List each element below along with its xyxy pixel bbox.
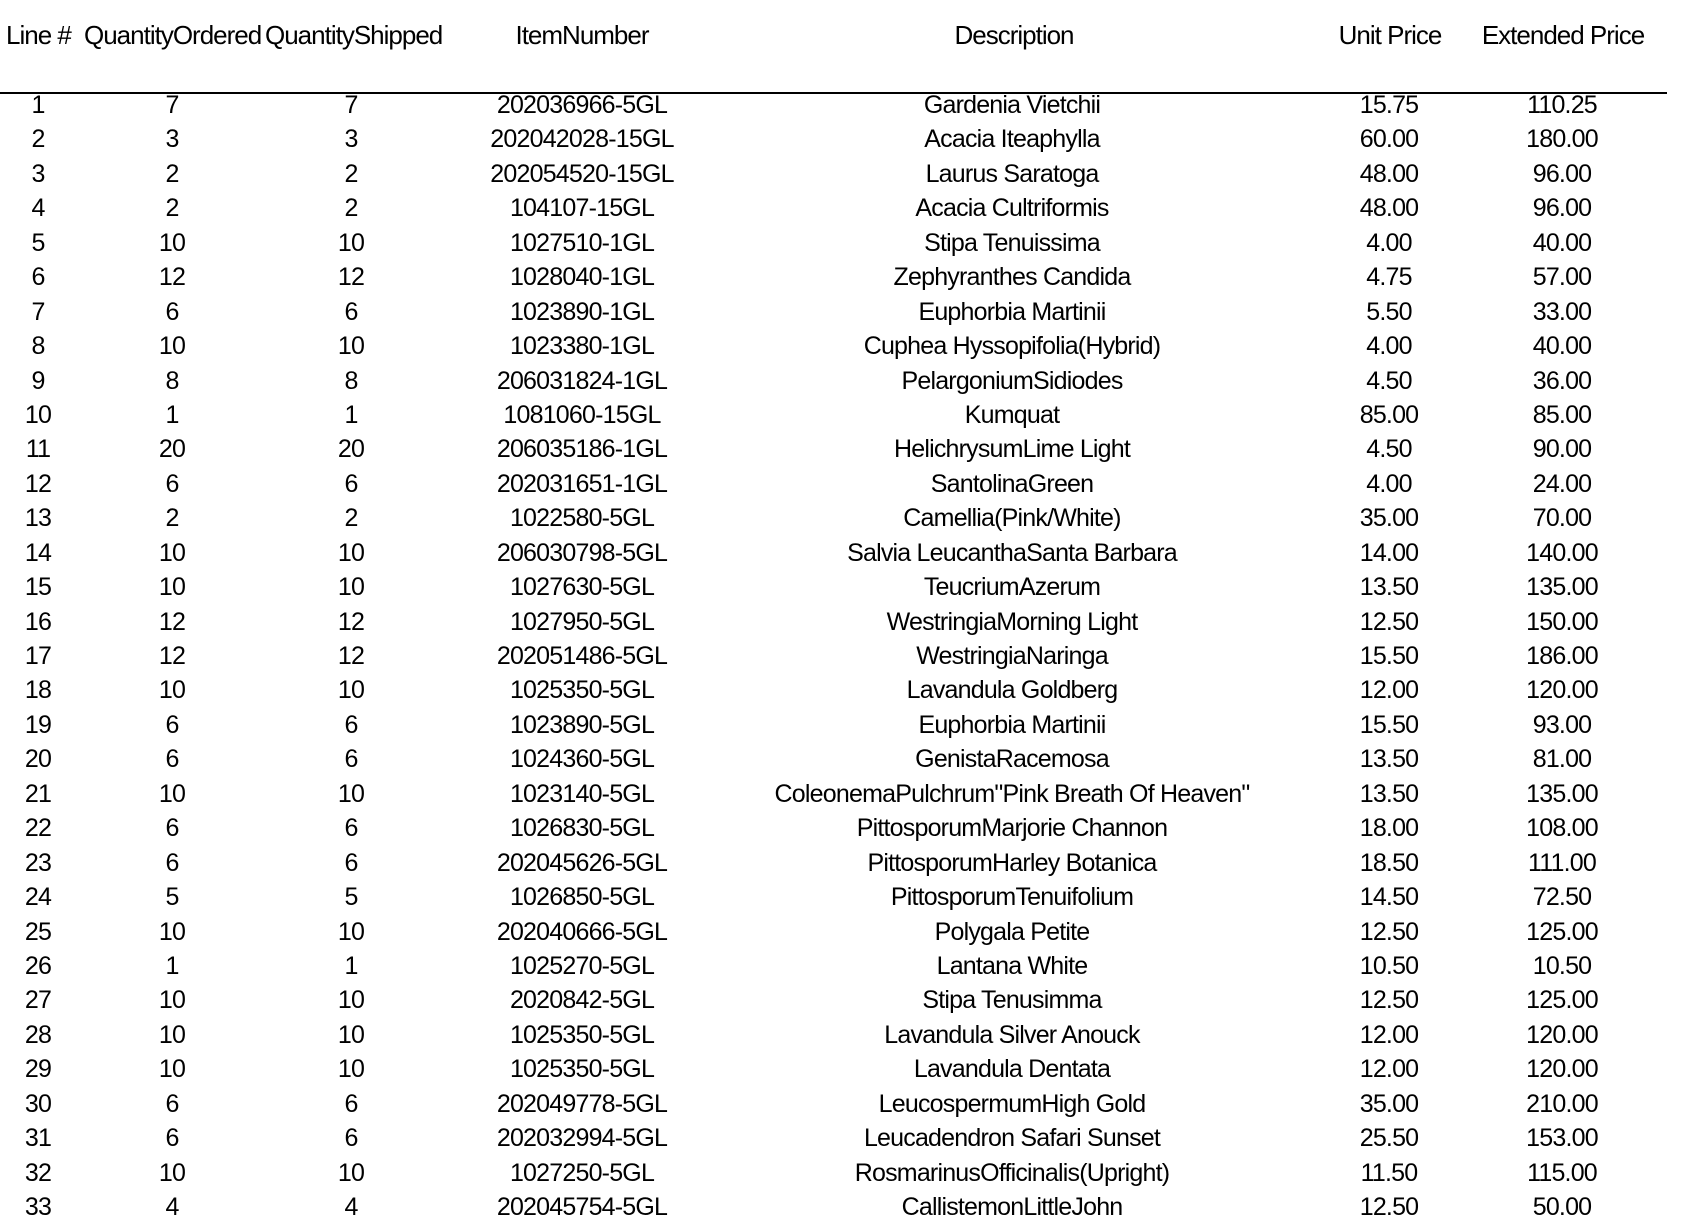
unit-price-cell: 12.00 [1359,1020,1419,1049]
quantity-ordered-cell: 7 [165,91,179,119]
quantity-shipped-cell: 10 [337,228,365,257]
description-cell: RosmarinusOfficinalis(Upright) [854,1158,1170,1187]
item-number-cell: 206030798-5GL [496,538,668,567]
unit-price-cell: 48.00 [1359,159,1419,188]
table-row [0,467,1698,501]
quantity-ordered-cell: 10 [158,538,186,567]
item-number-cell: 202040666-5GL [496,917,668,946]
table-row [0,432,1698,466]
table-row [0,536,1698,570]
table-row [0,88,1698,122]
description-cell: PittosporumHarley Botanica [867,848,1157,877]
unit-price-cell: 12.50 [1359,1193,1419,1221]
quantity-ordered-cell: 4 [165,1193,179,1221]
quantity-ordered-cell: 1 [165,951,179,980]
quantity-ordered-cell: 12 [158,263,186,292]
quantity-ordered-cell: 3 [165,125,179,154]
item-number-cell: 1022580-5GL [509,504,655,533]
extended-price-cell: 96.00 [1532,194,1592,223]
line-number-cell: 24 [24,883,52,912]
quantity-ordered-cell: 5 [165,883,179,912]
table-row [0,777,1698,811]
table-row [0,1156,1698,1190]
item-number-cell: 1025270-5GL [509,951,655,980]
unit-price-cell: 5.50 [1366,297,1412,326]
description-cell: PittosporumTenuifolium [890,883,1134,912]
line-number-cell: 31 [24,1124,52,1153]
description-cell: Salvia LeucanthaSanta Barbara [847,538,1177,567]
extended-price-cell: 96.00 [1532,159,1592,188]
table-row [0,605,1698,639]
quantity-ordered-cell: 10 [158,332,186,361]
extended-price-cell: 93.00 [1532,710,1592,739]
quantity-ordered-cell: 20 [158,435,186,464]
unit-price-cell: 35.00 [1359,1089,1419,1118]
line-number-cell: 1 [31,91,45,119]
extended-price-cell: 180.00 [1526,125,1598,154]
extended-price-cell: 125.00 [1526,986,1598,1015]
quantity-shipped-cell: 10 [337,538,365,567]
quantity-ordered-cell: 10 [158,986,186,1015]
unit-price-cell: 18.50 [1359,848,1419,877]
header-unit-price: Unit Price [1338,20,1442,50]
quantity-shipped-cell: 1 [344,400,358,429]
extended-price-cell: 150.00 [1526,607,1598,636]
quantity-shipped-cell: 4 [344,1193,358,1221]
unit-price-cell: 4.00 [1366,332,1412,361]
item-number-cell: 1027630-5GL [509,573,655,602]
item-number-cell: 1025350-5GL [509,1055,655,1084]
quantity-shipped-cell: 6 [344,745,358,774]
item-number-cell: 202051486-5GL [496,642,668,670]
line-number-cell: 4 [31,194,45,223]
quantity-shipped-cell: 20 [337,435,365,464]
description-cell: ColeonemaPulchrum"Pink Breath Of Heaven" [774,779,1250,808]
item-number-cell: 2020842-5GL [509,986,655,1015]
quantity-ordered-cell: 10 [158,1020,186,1049]
unit-price-cell: 13.50 [1359,745,1419,774]
unit-price-cell: 4.00 [1366,228,1412,257]
unit-price-cell: 11.50 [1360,1158,1418,1187]
table-row [0,501,1698,535]
quantity-shipped-cell: 6 [344,297,358,326]
header-quantity-shipped: QuantityShipped [265,20,443,50]
description-cell: Stipa Tenusimma [922,986,1102,1015]
description-cell: SantolinaGreen [930,469,1094,498]
description-cell: Acacia Cultriformis [915,194,1109,223]
header-item-number: ItemNumber [515,20,649,50]
unit-price-cell: 15.75 [1359,91,1419,119]
table-row [0,191,1698,225]
table-row [0,846,1698,880]
quantity-ordered-cell: 10 [158,676,186,705]
table-row [0,122,1698,156]
extended-price-cell: 72.50 [1532,883,1592,912]
line-number-cell: 23 [24,848,52,877]
quantity-ordered-cell: 1 [165,400,179,429]
table-row [0,1087,1698,1121]
quantity-ordered-cell: 6 [165,710,179,739]
line-number-cell: 27 [24,986,52,1015]
extended-price-cell: 135.00 [1526,573,1598,602]
description-cell: Polygala Petite [934,917,1090,946]
line-number-cell: 32 [24,1158,52,1187]
line-number-cell: 17 [24,642,52,670]
description-cell: Euphorbia Martinii [918,710,1106,739]
quantity-shipped-cell: 12 [337,607,365,636]
table-row [0,1190,1698,1224]
description-cell: Camellia(Pink/White) [903,504,1121,533]
table-row [0,708,1698,742]
table-row [0,811,1698,845]
quantity-shipped-cell: 10 [337,986,365,1015]
unit-price-cell: 12.50 [1359,917,1419,946]
quantity-shipped-cell: 10 [337,917,365,946]
extended-price-cell: 36.00 [1532,366,1592,395]
extended-price-cell: 186.00 [1526,642,1598,670]
table-row [0,1052,1698,1086]
quantity-shipped-cell: 10 [337,1055,365,1084]
item-number-cell: 1027950-5GL [509,607,655,636]
line-number-cell: 33 [24,1193,52,1221]
extended-price-cell: 120.00 [1526,1020,1598,1049]
extended-price-cell: 110.25 [1527,91,1597,119]
line-number-cell: 6 [31,263,45,292]
extended-price-cell: 50.00 [1532,1193,1592,1221]
line-number-cell: 16 [24,607,52,636]
description-cell: WestringiaMorning Light [886,607,1138,636]
table-row [0,983,1698,1017]
unit-price-cell: 13.50 [1359,573,1419,602]
description-cell: PittosporumMarjorie Channon [856,814,1168,843]
quantity-shipped-cell: 8 [344,366,358,395]
line-number-cell: 3 [31,159,45,188]
extended-price-cell: 120.00 [1526,1055,1598,1084]
quantity-ordered-cell: 2 [165,194,179,223]
quantity-ordered-cell: 6 [165,814,179,843]
item-number-cell: 1023890-5GL [509,710,655,739]
table-row [0,260,1698,294]
quantity-ordered-cell: 6 [165,1089,179,1118]
quantity-shipped-cell: 10 [337,332,365,361]
description-cell: CallistemonLittleJohn [901,1193,1123,1221]
description-cell: Leucadendron Safari Sunset [863,1124,1161,1153]
item-number-cell: 202032994-5GL [496,1124,668,1153]
quantity-shipped-cell: 2 [344,504,358,533]
line-number-cell: 5 [31,228,45,257]
description-cell: Kumquat [964,400,1060,429]
item-number-cell: 1023890-1GL [509,297,655,326]
item-number-cell: 1026850-5GL [509,883,655,912]
quantity-shipped-cell: 10 [337,676,365,705]
item-number-cell: 202036966-5GL [496,91,668,119]
quantity-ordered-cell: 10 [158,779,186,808]
description-cell: LeucospermumHigh Gold [878,1089,1146,1118]
item-number-cell: 206031824-1GL [496,366,668,395]
quantity-shipped-cell: 1 [344,951,358,980]
line-number-cell: 12 [24,469,52,498]
item-number-cell: 202042028-15GL [490,125,674,154]
item-number-cell: 1026830-5GL [509,814,655,843]
quantity-ordered-cell: 2 [165,159,179,188]
quantity-ordered-cell: 2 [165,504,179,533]
quantity-ordered-cell: 12 [158,642,186,670]
quantity-shipped-cell: 7 [344,91,358,119]
quantity-ordered-cell: 10 [158,1055,186,1084]
item-number-cell: 202045754-5GL [496,1193,668,1221]
unit-price-cell: 12.00 [1359,1055,1419,1084]
item-number-cell: 104107-15GL [509,194,655,223]
description-cell: Gardenia Vietchii [923,91,1101,119]
extended-price-cell: 111.00 [1528,848,1596,877]
unit-price-cell: 13.50 [1359,779,1419,808]
quantity-shipped-cell: 10 [337,573,365,602]
table-row [0,915,1698,949]
extended-price-cell: 24.00 [1532,469,1592,498]
quantity-shipped-cell: 6 [344,1124,358,1153]
line-number-cell: 11 [25,435,51,464]
quantity-ordered-cell: 10 [158,1158,186,1187]
unit-price-cell: 48.00 [1359,194,1419,223]
line-number-cell: 28 [24,1020,52,1049]
table-row [0,1018,1698,1052]
line-number-cell: 9 [31,366,45,395]
description-cell: Cuphea Hyssopifolia(Hybrid) [863,332,1161,361]
line-number-cell: 19 [24,710,52,739]
table-row [0,1121,1698,1155]
unit-price-cell: 18.00 [1359,814,1419,843]
quantity-shipped-cell: 10 [337,1020,365,1049]
table-row [0,364,1698,398]
table-row [0,226,1698,260]
line-number-cell: 29 [24,1055,52,1084]
quantity-shipped-cell: 2 [344,194,358,223]
table-row [0,673,1698,707]
line-number-cell: 7 [31,297,45,326]
unit-price-cell: 4.75 [1366,263,1412,292]
description-cell: Euphorbia Martinii [918,297,1106,326]
line-number-cell: 13 [24,504,52,533]
quantity-ordered-cell: 8 [165,366,179,395]
description-cell: Stipa Tenuissima [924,228,1100,257]
table-header-row [0,0,1698,70]
header-quantity-ordered: QuantityOrdered [84,20,262,50]
line-number-cell: 26 [24,951,52,980]
unit-price-cell: 12.00 [1359,676,1419,705]
table-row [0,398,1698,432]
description-cell: HelichrysumLime Light [893,435,1131,464]
unit-price-cell: 60.00 [1359,125,1419,154]
quantity-shipped-cell: 10 [337,779,365,808]
table-row [0,157,1698,191]
quantity-shipped-cell: 2 [344,159,358,188]
order-lines-table-body [0,88,1698,1224]
item-number-cell: 202031651-1GL [496,469,668,498]
table-row [0,639,1698,673]
header-description: Description [954,20,1074,50]
quantity-shipped-cell: 3 [344,125,358,154]
extended-price-cell: 85.00 [1532,400,1592,429]
line-number-cell: 15 [24,573,52,602]
quantity-ordered-cell: 6 [165,745,179,774]
extended-price-cell: 81.00 [1532,745,1592,774]
line-number-cell: 14 [24,538,52,567]
extended-price-cell: 57.00 [1532,263,1592,292]
extended-price-cell: 120.00 [1526,676,1598,705]
quantity-ordered-cell: 6 [165,297,179,326]
description-cell: WestringiaNaringa [916,642,1108,670]
quantity-ordered-cell: 10 [158,917,186,946]
quantity-shipped-cell: 5 [344,883,358,912]
table-row [0,295,1698,329]
item-number-cell: 1023140-5GL [509,779,655,808]
unit-price-cell: 35.00 [1359,504,1419,533]
table-row [0,329,1698,363]
item-number-cell: 202049778-5GL [496,1089,668,1118]
unit-price-cell: 85.00 [1359,400,1419,429]
description-cell: Lavandula Dentata [913,1055,1111,1084]
unit-price-cell: 14.50 [1359,883,1419,912]
description-cell: Lavandula Silver Anouck [884,1020,1140,1049]
quantity-shipped-cell: 6 [344,710,358,739]
table-row [0,949,1698,983]
extended-price-cell: 140.00 [1526,538,1598,567]
unit-price-cell: 12.50 [1359,607,1419,636]
description-cell: Zephyranthes Candida [893,263,1131,292]
extended-price-cell: 40.00 [1532,228,1592,257]
description-cell: TeucriumAzerum [923,573,1101,602]
item-number-cell: 1023380-1GL [509,332,655,361]
item-number-cell: 206035186-1GL [496,435,668,464]
unit-price-cell: 4.50 [1366,366,1412,395]
header-extended-price: Extended Price [1481,20,1645,50]
unit-price-cell: 12.50 [1359,986,1419,1015]
description-cell: Acacia Iteaphylla [924,125,1100,154]
extended-price-cell: 125.00 [1526,917,1598,946]
extended-price-cell: 153.00 [1526,1124,1598,1153]
description-cell: Lavandula Goldberg [906,676,1118,705]
item-number-cell: 1025350-5GL [509,1020,655,1049]
unit-price-cell: 25.50 [1359,1124,1419,1153]
quantity-ordered-cell: 10 [158,573,186,602]
table-row [0,742,1698,776]
extended-price-cell: 115.00 [1527,1158,1597,1187]
quantity-ordered-cell: 6 [165,1124,179,1153]
line-number-cell: 8 [31,332,45,361]
item-number-cell: 1028040-1GL [509,263,655,292]
description-cell: PelargoniumSidiodes [901,366,1123,395]
unit-price-cell: 4.50 [1366,435,1412,464]
line-number-cell: 25 [24,917,52,946]
item-number-cell: 1025350-5GL [509,676,655,705]
description-cell: GenistaRacemosa [915,745,1109,774]
quantity-ordered-cell: 6 [165,848,179,877]
description-cell: Lantana White [936,951,1088,980]
line-number-cell: 18 [24,676,52,705]
item-number-cell: 202054520-15GL [490,159,674,188]
line-number-cell: 21 [24,779,52,808]
item-number-cell: 1024360-5GL [509,745,655,774]
quantity-shipped-cell: 6 [344,848,358,877]
item-number-cell: 202045626-5GL [496,848,668,877]
quantity-shipped-cell: 6 [344,469,358,498]
unit-price-cell: 4.00 [1366,469,1412,498]
quantity-ordered-cell: 12 [158,607,186,636]
line-number-cell: 30 [24,1089,52,1118]
item-number-cell: 1027510-1GL [509,228,655,257]
quantity-ordered-cell: 6 [165,469,179,498]
quantity-shipped-cell: 6 [344,1089,358,1118]
header-line-number: Line # [6,20,71,50]
quantity-shipped-cell: 6 [344,814,358,843]
unit-price-cell: 14.00 [1359,538,1419,567]
description-cell: Laurus Saratoga [925,159,1099,188]
extended-price-cell: 90.00 [1532,435,1592,464]
table-row [0,570,1698,604]
item-number-cell: 1027250-5GL [509,1158,655,1187]
extended-price-cell: 70.00 [1532,504,1592,533]
line-number-cell: 2 [31,125,45,154]
extended-price-cell: 135.00 [1526,779,1598,808]
quantity-shipped-cell: 12 [337,263,365,292]
extended-price-cell: 10.50 [1532,951,1592,980]
quantity-ordered-cell: 10 [158,228,186,257]
line-number-cell: 22 [24,814,52,843]
unit-price-cell: 15.50 [1359,710,1419,739]
extended-price-cell: 40.00 [1532,332,1592,361]
unit-price-cell: 15.50 [1359,642,1419,670]
unit-price-cell: 10.50 [1359,951,1419,980]
extended-price-cell: 108.00 [1526,814,1598,843]
item-number-cell: 1081060-15GL [503,400,661,429]
quantity-shipped-cell: 12 [337,642,365,670]
extended-price-cell: 210.00 [1526,1089,1598,1118]
extended-price-cell: 33.00 [1532,297,1592,326]
line-number-cell: 10 [24,400,52,429]
table-row [0,880,1698,914]
quantity-shipped-cell: 10 [337,1158,365,1187]
line-number-cell: 20 [24,745,52,774]
